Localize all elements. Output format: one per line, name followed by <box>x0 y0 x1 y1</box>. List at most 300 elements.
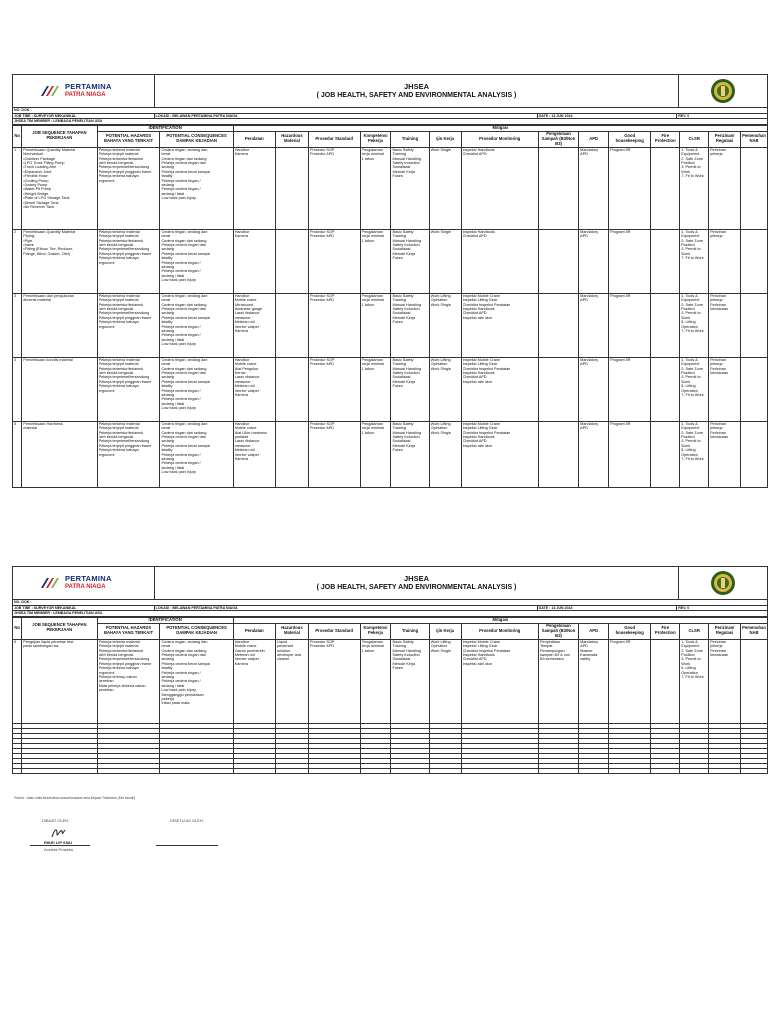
cell-monitoring <box>461 229 538 293</box>
cell-line: Manual Handling <box>392 648 421 653</box>
team-member: JHSEA TIM MEMBER : LEMBAGA PENELITIAN USU <box>14 119 103 124</box>
cell-line: Pekerja terpeleset/tersandung <box>98 657 150 662</box>
cell-line: Work Single <box>430 229 452 234</box>
col-ijin: Ijin Kerja <box>429 131 461 147</box>
cell-line: Cedera ringan, sedang dan <box>161 293 208 298</box>
cell-line: kerja minimal <box>361 234 384 239</box>
cell-line: Pekerja cedera berat sampai <box>161 251 211 256</box>
cell-line: Program 5R <box>610 293 631 298</box>
cell-line: Inspeksi Lifting Gear <box>462 644 498 649</box>
cell-peralatan <box>233 147 275 229</box>
cell-line: sedang / fatal <box>161 337 185 342</box>
cell-line: Checklist APD <box>462 234 487 239</box>
cell-line: Cedera ringan, sedang dan <box>161 147 208 152</box>
cell-line: Handbor <box>234 639 250 644</box>
cell-line: Sosialisasi <box>392 657 411 662</box>
cell-line: Pekerja terjepit material <box>98 362 139 367</box>
cell-line: Cairan pembersih <box>234 648 265 653</box>
cell-line: Cedera ringan, sedang dan <box>161 639 208 644</box>
signature-icon <box>50 826 68 840</box>
cell-sampah <box>538 768 578 773</box>
cell-line: Prosedur APD <box>309 362 335 367</box>
cell-kompetensi <box>360 639 391 723</box>
document-subtitle: ( JOB HEALTH, SAFETY AND ENVIRONMENTAL ANALYSIS ) <box>316 584 517 591</box>
table-row <box>13 421 768 487</box>
cell-fire <box>651 768 680 773</box>
cell-line: berat <box>161 644 171 649</box>
cell-line: Inspeksi Mobile Crane <box>462 357 501 362</box>
cell-apd <box>579 357 609 421</box>
cell-line: Pekerja cedera ringan / <box>161 324 201 329</box>
col-peralatan: Peralatan <box>233 623 275 639</box>
sheet-header <box>12 566 768 600</box>
cell-line: Low back pain injury <box>161 278 196 283</box>
cell-line: •Valve <box>23 243 34 247</box>
cell-line: Work Lifting <box>430 421 451 426</box>
cell-nab <box>741 768 768 773</box>
cell-line: 1 tahun <box>361 430 375 435</box>
cell-line: Cedera ringan dan sedang <box>161 366 207 371</box>
cell-line: Handbor <box>234 293 250 298</box>
col-ijin: Ijin Kerja <box>429 623 461 639</box>
cell-line: Work Lifting <box>430 357 451 362</box>
cell-line: Operation <box>430 362 448 367</box>
cell-line: •Air Receiver Tank <box>23 205 55 210</box>
cell-line: Pekerja terjepit pinggiran frame <box>98 443 152 448</box>
cell-line: fatality <box>161 174 173 179</box>
cell-line: Pengalaman <box>361 421 383 426</box>
cell-line: Checklist Inspeksi Peralatan <box>462 430 511 435</box>
footnote: *Noted : Jalan mata tersebutkan sesuai keadaan area kerjaan Trikanslan (Kilo kandiri) <box>14 796 136 800</box>
cell-line: Pekerja terpeleset/tersandung <box>98 165 150 170</box>
table-row <box>13 147 768 229</box>
cell-line: kerja minimal <box>361 644 384 649</box>
cell-consequences <box>160 147 233 229</box>
cell-line: Mandatory <box>580 639 599 644</box>
cell-line: Work <box>681 169 691 174</box>
cell-line: Pekerja terpeleset/tersandung <box>98 247 150 252</box>
cell-line: sedang / fatal <box>161 401 185 406</box>
cell-line: 7. Fit to Work <box>681 329 704 334</box>
cell-line: Perizinan <box>710 293 726 298</box>
cell-line: Kamera <box>234 234 248 239</box>
cell-housekeeping <box>609 293 651 357</box>
cell-line: kerja minimal <box>361 298 384 303</box>
cell-line: •Expansion Joint <box>23 169 52 174</box>
cell-line: 1. Tools & <box>681 639 698 644</box>
cell-line: •Jockey Pump <box>23 183 48 188</box>
col-hazards: POTENTIAL HAZARDS BAHAYA YANG TERKAIT <box>97 131 160 147</box>
cell-line: Cedera ringan dan sedang <box>161 156 207 161</box>
university-emblem-icon <box>710 570 736 596</box>
job-title: JOB TIBE : SURVEYOR MEKANIKAL <box>13 606 155 611</box>
cell-line: penetran <box>98 679 114 684</box>
cell-line: Equipment <box>681 426 700 431</box>
cell-housekeeping <box>609 421 651 487</box>
cell-kompetensi <box>360 293 391 357</box>
cell-line: 1 tahun <box>361 302 375 307</box>
company-name-1: PERTAMINA <box>65 574 112 583</box>
cell-line: Manual Handling <box>392 302 421 307</box>
cell-training <box>391 639 429 723</box>
cell-line: Pekerja terjepit pinggiran frame <box>98 251 152 256</box>
cell-apd <box>579 293 609 357</box>
cell-perizinan <box>709 293 741 357</box>
cell-line: Handbor <box>234 421 250 426</box>
cell-job-sequence <box>22 147 97 229</box>
cell-line: Safety Induction <box>392 243 420 247</box>
col-monitoring: Prosedur Monitoring <box>461 623 538 639</box>
cell-line: ergonomi <box>98 178 115 183</box>
cell-line: thickness gauge <box>234 307 263 311</box>
cell-job-sequence <box>22 639 97 723</box>
cell-line: •Water Pit Pump <box>23 187 52 192</box>
cell-line: Perizinan <box>710 147 726 152</box>
cell-line: Pekerja cedera ringan / <box>161 269 201 274</box>
cell-line: kerja minimal <box>361 362 384 367</box>
cell-line: fatality <box>161 256 173 261</box>
cell-line: Pekerja cedera ringan / <box>161 397 201 402</box>
cell-line: Position <box>681 243 695 247</box>
cell-line: Pengalaman <box>361 229 383 234</box>
cell-line: Pekerja cedera ringan dan <box>161 653 207 657</box>
cell-line: Cedera ringan dan sedang <box>161 238 207 243</box>
cell-line: oleh benda bergerak <box>98 161 134 165</box>
cell-no: 5 <box>13 421 22 487</box>
cell-line: Inspeksi alat ukur <box>462 379 493 384</box>
cell-line: sedang / fatal <box>161 465 185 470</box>
cell-line: Inspeksi Handtools <box>462 435 495 439</box>
cell-line: Handbor <box>234 357 250 362</box>
cell-line: Pekerja terjepit pinggiran frame <box>98 169 152 174</box>
cell-line: Training <box>392 234 407 239</box>
cell-fire <box>651 639 680 723</box>
cell-line: Inspeksi alat ukur <box>462 315 493 320</box>
cell-line: Equipment <box>681 298 700 303</box>
cell-sampah <box>538 639 578 723</box>
cell-line: pekerja <box>710 298 723 303</box>
document-title-block <box>155 567 678 599</box>
cell-line: 3. Permit to <box>681 375 701 380</box>
cell-line: Pekerja terkena material <box>98 421 140 426</box>
cell-line: ergonomi <box>98 388 115 393</box>
cell-perizinan <box>709 768 741 773</box>
cell-line: portable <box>234 435 249 439</box>
cell-line: Mobile crane <box>234 644 257 649</box>
cell-line: Vernier caliper <box>234 388 259 393</box>
cell-kompetensi <box>360 421 391 487</box>
cell-line: ergonomi <box>98 452 115 457</box>
cell-line: Pekerja cedera berat sampai <box>161 315 211 320</box>
cell-line: Vernier caliper <box>234 657 259 662</box>
cell-line: Prosedur SOP <box>309 147 335 152</box>
cell-line: Cedera ringan dan sedang <box>161 648 207 653</box>
cell-line: kendaraan <box>710 371 729 375</box>
pertamina-logo-icon <box>39 576 61 590</box>
cell-line: Pekerja terjepit material <box>98 426 139 431</box>
cell-line: Pekerja cedera ringan dan <box>161 307 207 311</box>
cell-line: Kamera <box>234 329 248 334</box>
cell-line: measurer <box>234 443 251 448</box>
signature-line-1 <box>30 845 90 846</box>
col-consequences: POTENTIAL CONSEQUENCES DAMPAK KEJADIAN <box>160 623 233 639</box>
cell-line: 6. Lifting <box>681 448 696 453</box>
cell-line: Prosedur APD <box>309 298 335 303</box>
cell-line: Perizinan <box>710 302 726 307</box>
cell-line: Pekerja terkena material <box>98 639 140 644</box>
cell-line: 1. Tools & <box>681 421 698 426</box>
cell-peralatan <box>233 639 275 723</box>
cell-fire <box>651 357 680 421</box>
cell-job-sequence <box>22 357 97 421</box>
cell-line: Metode Kerja <box>392 251 416 256</box>
cell-line: 3. Permit to <box>681 247 701 252</box>
meta-block <box>12 108 768 125</box>
cell-housekeeping <box>609 147 651 229</box>
cell-line: Sosialisasi <box>392 247 411 252</box>
cell-line: Prosedur SOP <box>309 229 335 234</box>
cell-line: sedang <box>161 457 174 462</box>
cell-line: Inspeksi Handtools <box>462 653 495 657</box>
cell-job-sequence <box>22 768 97 773</box>
cell-line: Training <box>392 362 407 367</box>
cell-line: Inspeksi alat ukur <box>462 443 493 448</box>
cell-nab <box>741 147 768 229</box>
cell-line: 7. Fit to Work <box>681 256 704 261</box>
cell-line: 1 tahun <box>361 648 375 653</box>
cell-line: Meteran roll <box>234 320 255 325</box>
document-title: JHSEA <box>403 574 429 583</box>
cell-clsr <box>680 229 709 293</box>
cell-line: •Weight Bridge <box>23 191 49 196</box>
cell-line: Mechanical: <box>23 152 44 157</box>
cell-line: 1. Tools & <box>681 147 698 152</box>
cell-line: Fuses <box>392 320 403 325</box>
cell-line: Mandatory <box>580 147 599 152</box>
cell-line: Metode Kerja <box>392 443 416 448</box>
cell-sampah <box>538 147 578 229</box>
cell-monitoring <box>461 357 538 421</box>
cell-line: Kamera <box>234 393 248 398</box>
col-sampah: Pengelolaan Sampah (B3/Non B3) <box>538 623 578 639</box>
cell-line: Equipment <box>681 152 700 157</box>
jhsea-table <box>12 125 768 488</box>
cell-line: Mata pekerja terkena cairan <box>98 683 146 688</box>
cell-line: oleh benda bergerak <box>98 307 134 311</box>
cell-line: measurer <box>234 315 251 320</box>
cell-line: Fuses <box>392 666 403 671</box>
cell-line: 6. Lifting <box>681 666 696 671</box>
doc-number: NO. DOK : <box>14 108 32 112</box>
signer-role: Anzieta Prasetio <box>44 847 74 852</box>
cell-monitoring <box>461 147 538 229</box>
cell-line: Pengalaman <box>361 147 383 152</box>
col-job-sequence: JOB SEQUENCE TAHAPAN PEKERJAAN <box>22 125 97 147</box>
cell-line: Pengalaman <box>361 357 383 362</box>
cell-line: Pekerja terbentur/terlantuk <box>98 238 144 243</box>
cell-line: Basic Safety <box>392 229 414 234</box>
col-perizinan: Perizinan/ Regulasi <box>709 623 741 639</box>
cell-kompetensi <box>360 147 391 229</box>
cell-line: Pekerja cedera ringan dan <box>161 371 207 375</box>
cell-sampah <box>538 357 578 421</box>
cell-line: fatality <box>161 320 173 325</box>
cell-line: Pekerja terkena bahaya <box>98 320 139 325</box>
cell-consequences <box>160 229 233 293</box>
cell-line: Sosialisasi <box>392 439 411 444</box>
col-no: No <box>13 617 22 639</box>
cell-line: Laser distance <box>234 439 260 444</box>
cell-prosedur <box>308 229 360 293</box>
job-title: JOB TIBE : SURVEYOR MEKANIKAL <box>13 114 155 119</box>
cell-line: Manual Handling <box>392 366 421 371</box>
cell-training <box>391 147 429 229</box>
cell-line: Basic Safety <box>392 147 414 152</box>
col-perizinan: Perizinan/ Regulasi <box>709 131 741 147</box>
cell-line: Operation <box>681 388 698 393</box>
cell-line: Pekerja terbentur/terlantuk <box>98 302 144 307</box>
cell-line: Inspeksi Mobile Crane <box>462 639 501 644</box>
document-title: JHSEA <box>403 82 429 91</box>
cell-training <box>391 293 429 357</box>
cell-line: Operation <box>681 324 698 329</box>
cell-line: ergonomi <box>98 260 115 265</box>
cell-line: 6. Lifting <box>681 320 696 325</box>
cell-line: 6. Lifting <box>681 384 696 389</box>
cell-line: kendaraan <box>710 307 729 311</box>
cell-hazmat <box>275 357 308 421</box>
cell-line: Checklist Inspeksi Peralatan <box>462 302 511 307</box>
cell-line: Training <box>392 152 407 157</box>
cell-line: Mengganggu pernafasan <box>161 692 204 697</box>
cell-line: Training <box>392 644 407 649</box>
cell-line: berat <box>161 234 171 239</box>
cell-sampah <box>538 229 578 293</box>
cell-line: Checklist APD <box>462 439 487 444</box>
cell-line: Work Single <box>430 430 452 435</box>
cell-line: Work Lifting <box>430 639 451 644</box>
cell-line: •LPG Truck Filling Pump <box>23 161 65 165</box>
cell-line: Checklist APD <box>462 311 487 316</box>
cell-housekeeping <box>609 229 651 293</box>
cell-no: 1 <box>13 147 22 229</box>
cell-fire <box>651 229 680 293</box>
cell-job-sequence <box>22 229 97 293</box>
cell-no: 2 <box>13 229 22 293</box>
cell-line: Checklist APD <box>462 375 487 380</box>
cell-peralatan <box>233 421 275 487</box>
cell-line: Piping: <box>23 234 35 239</box>
cell-perizinan <box>709 229 741 293</box>
company-logo <box>13 567 155 599</box>
cell-hazards <box>97 357 160 421</box>
revision: REV. 0 <box>678 605 690 610</box>
cell-line: Alat Pengukur <box>234 366 259 371</box>
col-identification: IDENTIFICATION <box>97 617 233 623</box>
cell-hazmat <box>275 147 308 229</box>
signer-name: RIKEI LIP SIIAI <box>44 840 72 845</box>
cell-line: Manual Handling <box>392 156 421 161</box>
cell-line: developer and <box>276 653 302 657</box>
cell-sampah <box>538 293 578 357</box>
col-apd: APD <box>579 623 609 639</box>
cell-line: sedang <box>161 675 174 680</box>
cell-line: material <box>23 426 37 431</box>
cell-line: Laser distance <box>234 311 260 316</box>
cell-line: Checklist APD <box>462 152 487 157</box>
cell-no: 3 <box>13 293 22 357</box>
table-row <box>13 293 768 357</box>
cell-no <box>13 768 22 773</box>
university-emblem-icon <box>710 78 736 104</box>
cell-line: Pekerja cedera berat sampai <box>161 443 211 448</box>
cell-line: oleh benda bergerak <box>98 371 134 375</box>
cell-line: Pekerja terkena bahaya <box>98 448 139 453</box>
cell-line: Pengalaman <box>361 639 383 644</box>
cell-line: Equipment <box>681 362 700 367</box>
cell-line: Sosialisasi <box>392 375 411 380</box>
cell-line: Fuses <box>392 174 403 179</box>
cell-line: Pekerja terhirup cairan <box>98 675 137 680</box>
table-row <box>13 639 768 723</box>
cell-monitoring <box>461 293 538 357</box>
cell-line: sedang <box>161 375 174 380</box>
cell-hazmat <box>275 293 308 357</box>
cell-line: Fuses <box>392 384 403 389</box>
cell-line: APD <box>580 234 588 239</box>
col-training: Training <box>391 623 429 639</box>
cell-line: Pengujian liquid penetran test <box>23 639 74 644</box>
cell-prosedur <box>308 357 360 421</box>
cell-line: ergonomi <box>98 670 115 675</box>
cell-line: Pekerja terjepit material <box>98 298 139 303</box>
cell-training <box>391 768 429 773</box>
cell-peralatan <box>233 293 275 357</box>
cell-line: Cedera ringan, sedang dan <box>161 357 208 362</box>
col-clsr: CLSR <box>680 131 709 147</box>
location: LOKASI : BELAWAN PERTAMINA PATRA NIAGA <box>155 606 538 611</box>
cell-line: Prosedur APD <box>309 426 335 431</box>
cell-line: Training <box>392 298 407 303</box>
cell-line: Operation <box>681 452 698 457</box>
cell-kompetensi <box>360 768 391 773</box>
cell-line: 2. Safe Zone <box>681 156 703 161</box>
cell-line: Position <box>681 435 695 439</box>
cell-line: Low back pain injury <box>161 688 196 693</box>
cell-line: Work Single <box>430 366 452 371</box>
cell-line: Work Single <box>430 302 452 307</box>
made-by-label: DIBUAT OLEH, <box>42 818 70 823</box>
cell-line: oleh benda bergerak <box>98 243 134 247</box>
cell-consequences <box>160 293 233 357</box>
cell-line: penetrant <box>276 644 294 649</box>
cell-line: Perizinan <box>710 430 726 435</box>
col-prosedur: Prosedur Standard <box>308 131 360 147</box>
col-hazmat: Hazardous Material <box>275 623 308 639</box>
cell-hazards <box>97 293 160 357</box>
cell-line: 2. Safe Zone <box>681 366 703 371</box>
cell-consequences <box>160 357 233 421</box>
col-identification: IDENTIFICATION <box>97 125 233 131</box>
cell-hazards <box>97 147 160 229</box>
cell-line: 3. Permit to <box>681 165 701 170</box>
location: LOKASI : BELAWAN PERTAMINA PATRA NIAGA <box>155 114 538 119</box>
cell-housekeeping <box>609 357 651 421</box>
cell-hazards <box>97 229 160 293</box>
cell-line: Program 5R <box>610 421 631 426</box>
cell-line: •Pipe <box>23 238 33 243</box>
cell-ijin <box>429 421 461 487</box>
